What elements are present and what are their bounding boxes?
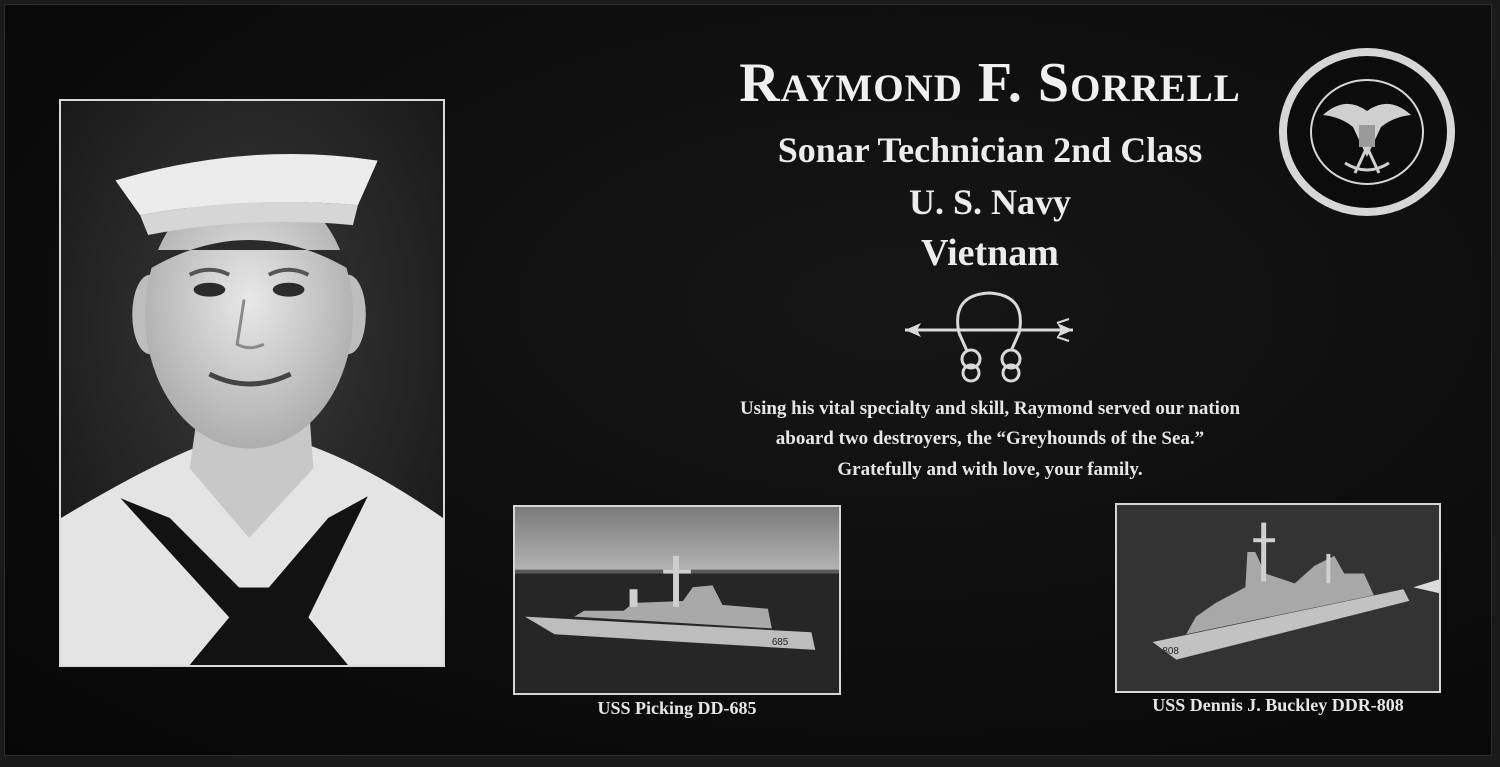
ship-caption-picking: USS Picking DD-685 [597,698,757,718]
ship-photo-picking [513,505,841,695]
memorial-plaque [4,4,1492,756]
ship-hull-number: 808 [1162,645,1179,657]
service-branch: U. S. Navy [908,182,1072,222]
rank-title: Sonar Technician 2nd Class [777,130,1203,170]
navy-seal-icon [1275,45,1459,219]
tribute-line-3: Gratefully and with love, your family. [837,459,1143,480]
sonar-technician-insignia-icon [899,289,1079,385]
ship-hull-number: 685 [771,637,789,649]
conflict-name: Vietnam [921,232,1059,274]
ship-caption-dennis-j-buckley: USS Dennis J. Buckley DDR-808 [1152,695,1404,715]
tribute-line-1: Using his vital specialty and skill, Raymond served our nation [739,398,1241,419]
tribute-line-2: aboard two destroyers, the “Greyhounds of the Sea.” [775,428,1205,449]
sailor-portrait-photo [59,99,445,667]
ship-photo-dennis-j-buckley [1115,503,1441,693]
honoree-name: Raymond F. Sorrell [739,52,1241,114]
